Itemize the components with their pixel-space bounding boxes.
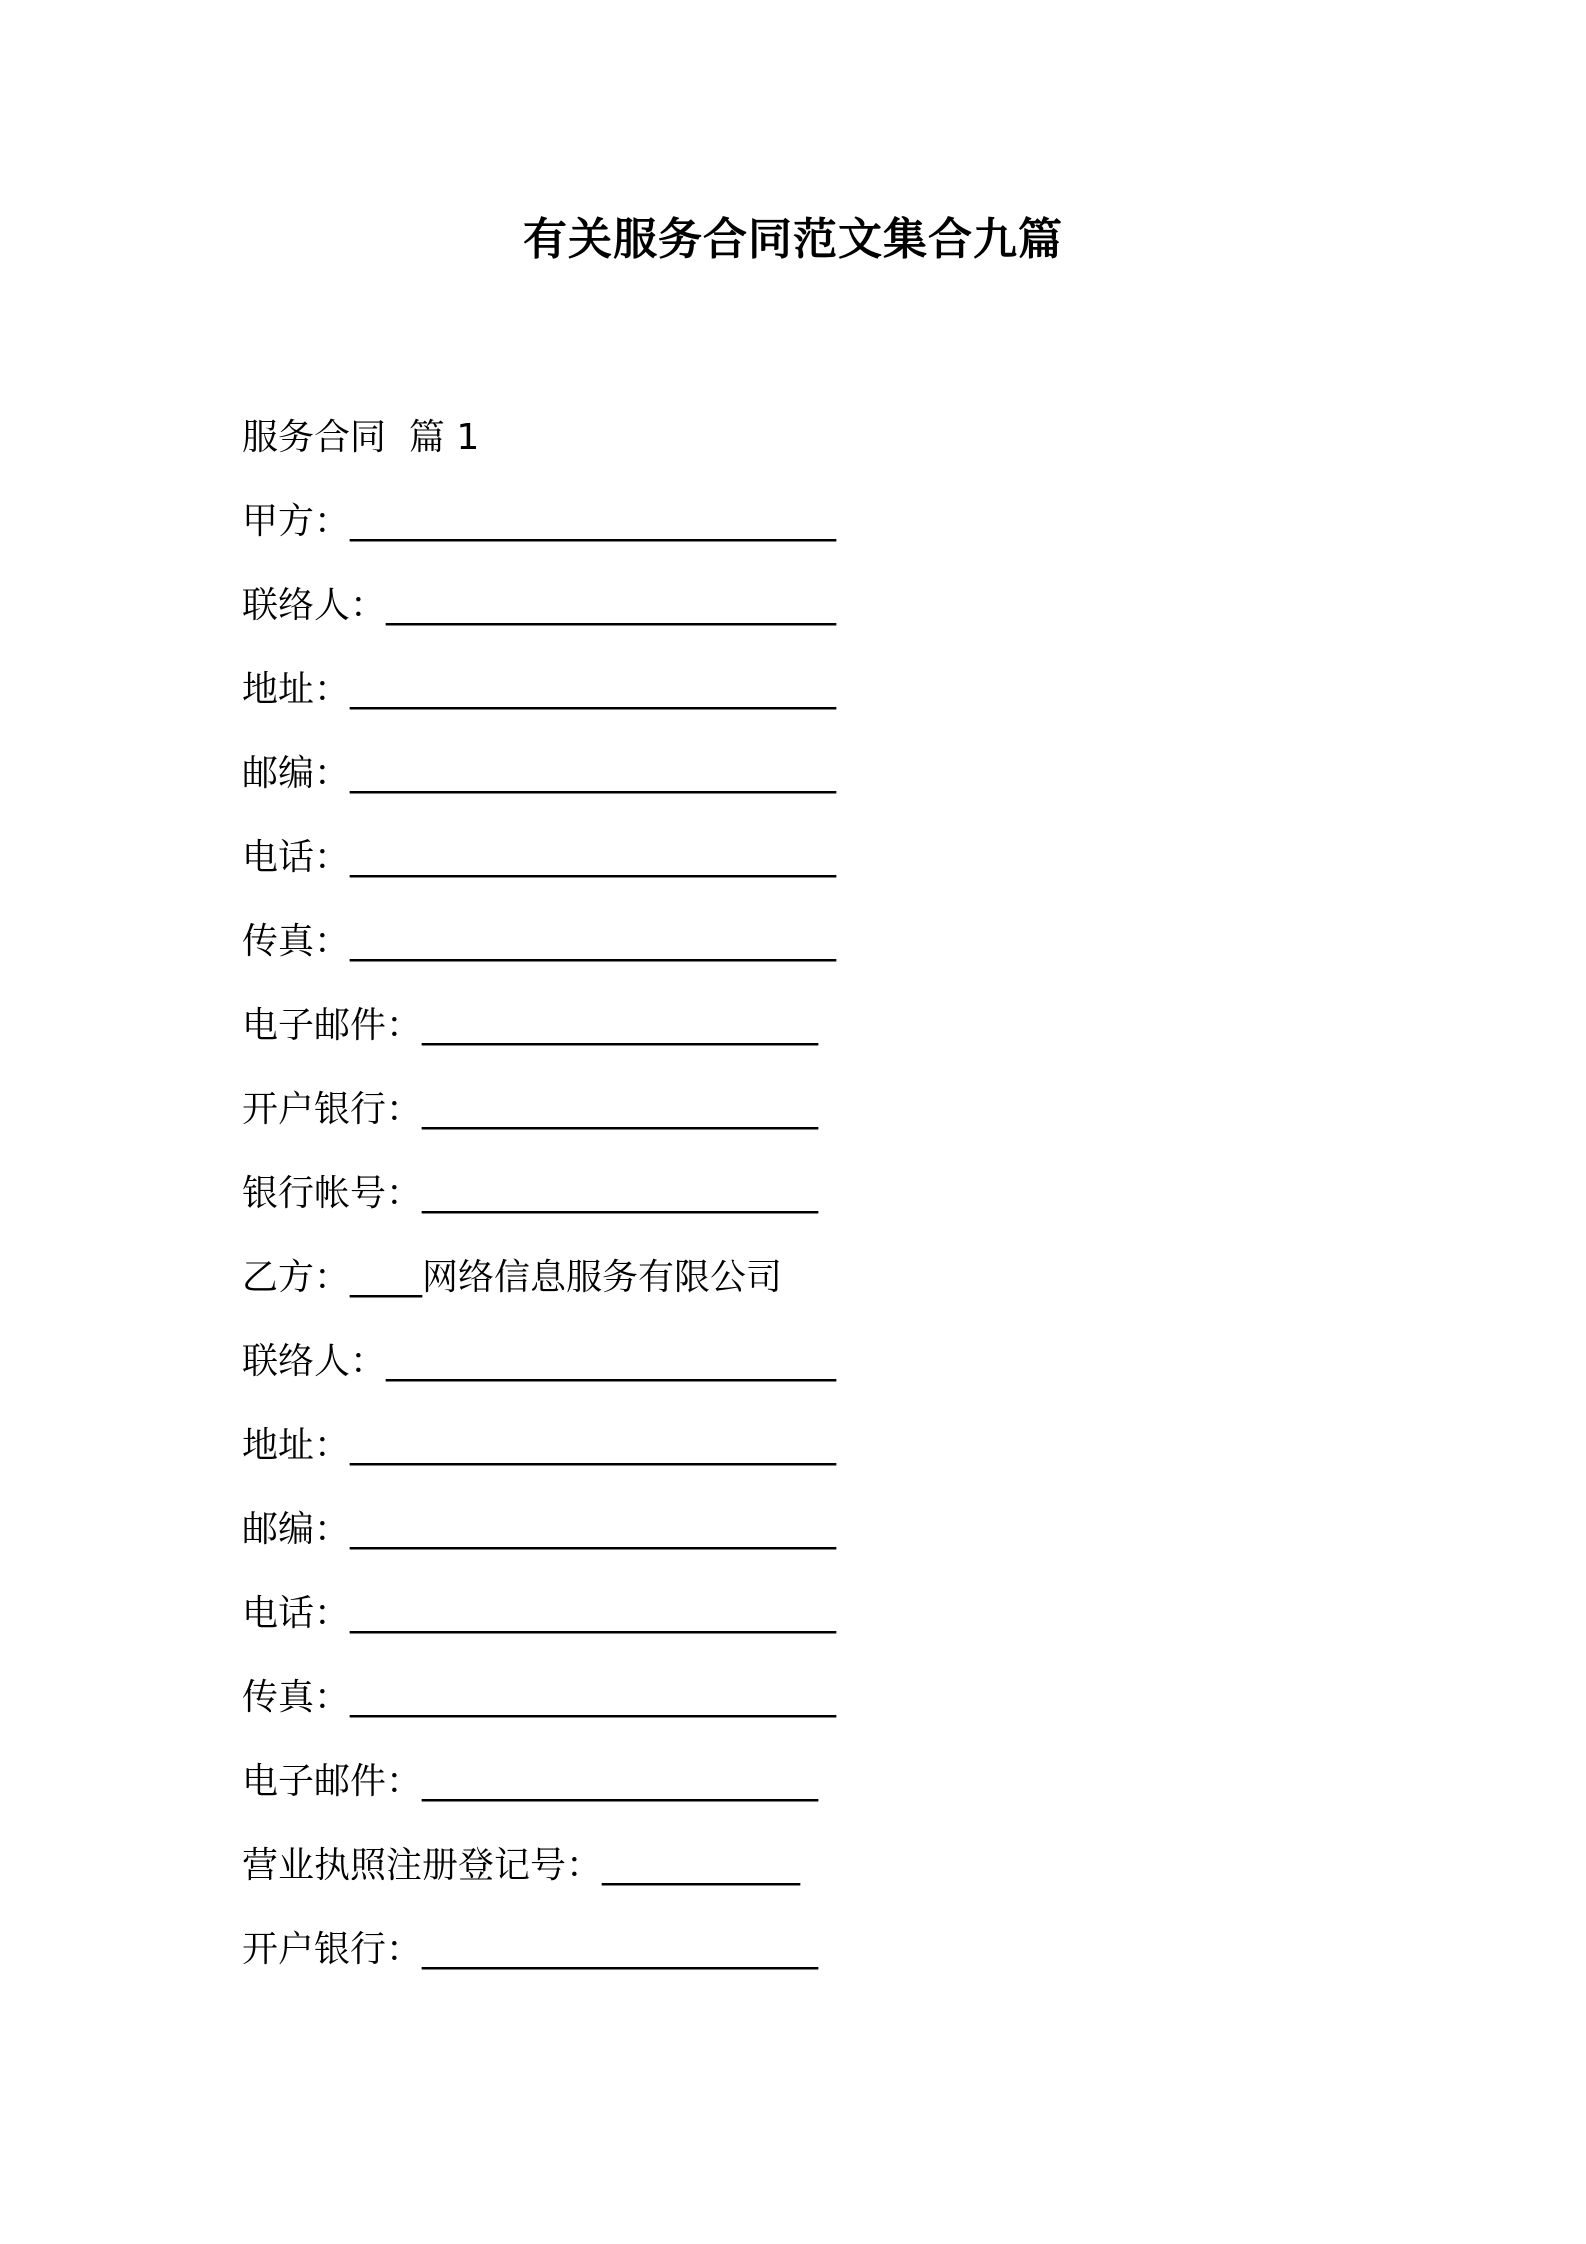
party-a-postcode-text: 邮编：___________________________: [242, 753, 837, 794]
party-a-address-text: 地址：___________________________: [242, 669, 837, 710]
party-a-account-text: 银行帐号：______________________: [242, 1173, 819, 1214]
party-b-license-line: [242, 1836, 1342, 1920]
document-body: [242, 408, 1342, 2004]
party-a-account-line: [242, 1164, 1342, 1248]
party-b-contact-line: [242, 1332, 1342, 1416]
party-a-phone-line: [242, 828, 1342, 912]
party-b-email-text: 电子邮件：______________________: [242, 1761, 819, 1802]
party-b-contact-text: 联络人：_________________________: [242, 1341, 837, 1382]
party-a-text: 甲方：___________________________: [242, 501, 837, 542]
section-heading: [242, 408, 1342, 492]
party-b-license-text: 营业执照注册登记号：___________: [242, 1845, 801, 1886]
party-b-address-line: [242, 1416, 1342, 1500]
party-a-bank-text: 开户银行：______________________: [242, 1089, 819, 1130]
party-b-fax-line: [242, 1668, 1342, 1752]
party-b-postcode-text: 邮编：___________________________: [242, 1509, 837, 1550]
party-a-email-text: 电子邮件：______________________: [242, 1005, 819, 1046]
party-a-postcode-line: [242, 744, 1342, 828]
party-a-contact-text: 联络人：_________________________: [242, 585, 837, 626]
section-heading-text: 服务合同 篇 1: [242, 417, 480, 458]
party-b-phone-text: 电话：___________________________: [242, 1593, 837, 1634]
party-b-fax-text: 传真：___________________________: [242, 1677, 837, 1718]
party-a-address-line: [242, 660, 1342, 744]
party-a-contact-line: [242, 576, 1342, 660]
party-b-address-text: 地址：___________________________: [242, 1425, 837, 1466]
party-a-fax-line: [242, 912, 1342, 996]
party-b-text: 乙方：____网络信息服务有限公司: [242, 1257, 783, 1298]
party-a-email-line: [242, 996, 1342, 1080]
party-a-bank-line: [242, 1080, 1342, 1164]
party-b-bank-text: 开户银行：______________________: [242, 1929, 819, 1970]
party-b-bank-line: [242, 1920, 1342, 2004]
party-b-postcode-line: [242, 1500, 1342, 1584]
party-a-phone-text: 电话：___________________________: [242, 837, 837, 878]
document-title: 有关服务合同范文集合九篇: [523, 214, 1063, 265]
party-a-line: [242, 492, 1342, 576]
party-a-fax-text: 传真：___________________________: [242, 921, 837, 962]
party-b-phone-line: [242, 1584, 1342, 1668]
party-b-email-line: [242, 1752, 1342, 1836]
party-b-line: [242, 1248, 1342, 1332]
